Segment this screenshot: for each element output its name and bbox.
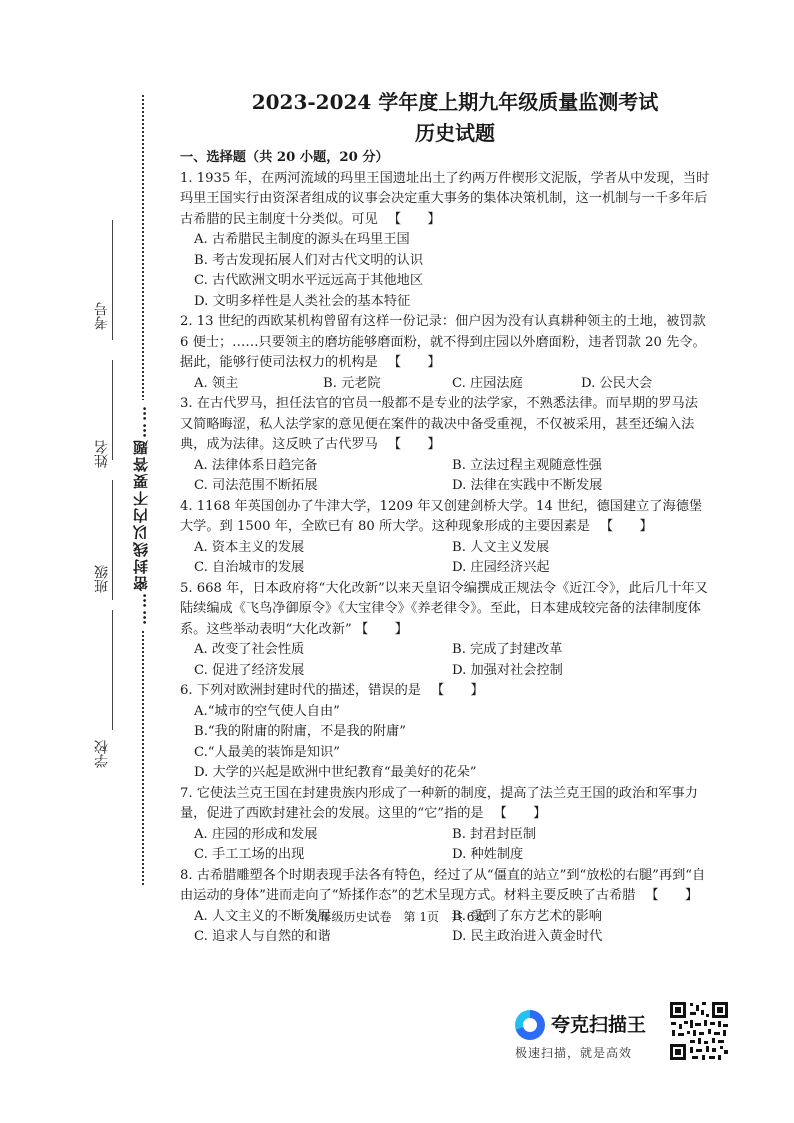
option-a: A. 领主 [194, 375, 239, 391]
option-d: D. 民主政治进入黄金时代 [452, 929, 603, 944]
xingming-label: 姓名 [94, 440, 110, 468]
answer-bracket: 【 】 [387, 355, 441, 370]
options-row [180, 456, 710, 477]
option-b: B.“我的附庸的附庸，不是我的附庸” [194, 724, 406, 739]
option-b: B. 立法过程主观随意性强 [452, 457, 602, 473]
option-d: D. 加强对社会控制 [452, 662, 563, 678]
options-row [180, 845, 710, 866]
question-8 [180, 866, 710, 948]
option-c: C. 庄园法庭 [452, 375, 523, 391]
scanner-logo-icon [515, 1010, 545, 1040]
answer-bracket: 【 】 [387, 211, 441, 227]
options-row [180, 825, 710, 846]
option-d: D. 公民大会 [581, 375, 653, 391]
kaohao-label: 考号 [94, 302, 110, 330]
kaohao-underline [112, 220, 113, 340]
options-row [180, 374, 710, 395]
section-heading: 一、选择题（共 20 小题，20 分） [180, 150, 389, 165]
question-2 [180, 312, 710, 394]
options-row [180, 538, 710, 559]
xingming-underline [112, 360, 113, 460]
option-a: A. 改变了社会性质 [194, 642, 305, 657]
question-stem: 8. 古希腊雕塑各个时期表现手法各有特色，经过了从“僵直的站立”到“放松的右腿”再到“自由运动的身体”进而走向了“矫揉作态”的艺术呈现方式。材料主要反映了古希腊 【 】 [180, 867, 706, 903]
exam-title: 2023-2024 学年度上期九年级质量监测考试 [251, 90, 659, 114]
option-d: D. 庄园经济兴起 [452, 560, 550, 575]
question-7 [180, 784, 710, 866]
question-1 [180, 169, 710, 313]
question-4 [180, 497, 710, 579]
page-footer: 九年级历史试卷 第 1页 共 6页 [307, 910, 487, 924]
option-a: A.“城市的空气使人自由” [194, 703, 340, 719]
answer-bracket: 【 】 [430, 683, 484, 698]
option-c: C. 追求人与自然的和谐 [194, 929, 331, 944]
question-stem: 2. 13 世纪的西欧某机构曾留有这样一份记录：佃户因为没有认真耕种领主的土地，被罚款 6 便士；……只要领主的磨坊能够磨面粉，就不得到庄园以外磨面粉，违者罚款 20 先令。据此，能够行使司法权力的机构是 【 】 [180, 314, 706, 370]
option-a: A. 人文主义的不断发展 [194, 908, 331, 924]
options-row [180, 476, 710, 497]
option-b: B. 考古发现拓展人们对古代文明的认识 [194, 252, 424, 268]
option-c: C. 手工工场的出现 [194, 847, 305, 862]
option-a: A. 法律体系日趋完备 [194, 457, 318, 473]
option-c: C.“人最美的装饰是知识” [194, 744, 340, 760]
question-stem: 6. 下列对欧洲封建时代的描述，错误的是 【 】 [180, 683, 484, 698]
answer-bracket: 【 】 [645, 888, 699, 903]
question-3 [180, 394, 710, 497]
option-d: D. 文明多样性是人类社会的基本特征 [194, 293, 411, 309]
option-c: C. 促进了经济发展 [194, 662, 305, 678]
scanner-slogan: 极速扫描，就是高效 [515, 1046, 633, 1060]
scanner-watermark [515, 1008, 665, 1068]
xuexiao-underline [112, 610, 113, 730]
options-row [180, 661, 710, 682]
option-c: C. 自治城市的发展 [194, 560, 305, 575]
question-stem: 3. 在古代罗马，担任法官的官员一般都不是专业的法学家，不熟悉法律。而早期的罗马法又简略晦涩，私人法学家的意见便在案件的裁决中备受重视，不仅被采用，甚至还编入法典，成为法律。这反映了古代罗马 【 】 [180, 396, 698, 452]
option-a: A. 古希腊民主制度的源头在玛里王国 [194, 232, 410, 247]
option-d: D. 种姓制度 [452, 847, 524, 862]
question-stem: 1. 1935 年，在两河流域的玛里王国遗址出土了约两万件楔形文泥版，学者从中发现，当时玛里王国实行由资深者组成的议事会决定重大事务的集体决策机制，这一机制与一千多年后古希腊的民主制度十分类似。可见 【 】 [180, 170, 710, 227]
seal-notice: ……密封线以内不要答题…… [130, 400, 151, 629]
option-a: A. 资本主义的发展 [194, 539, 305, 555]
option-b: B. 受到了东方艺术的影响 [452, 908, 602, 924]
option-c: C. 司法范围不断拓展 [194, 478, 318, 493]
question-6 [180, 681, 710, 784]
question-stem: 7. 它使法兰克王国在封建贵族内形成了一种新的制度，提高了法兰克王国的政治和军事力量，促进了西欧封建社会的发展。这里的“它”指的是 【 】 [180, 785, 698, 821]
option-d: D. 大学的兴起是欧洲中世纪教育“最美好的花朵” [194, 765, 477, 780]
options-row [180, 640, 710, 661]
option-a: A. 庄园的形成和发展 [194, 826, 318, 842]
scanner-name: 夸克扫描王 [551, 1014, 647, 1036]
binding-margin [0, 0, 170, 900]
options-row [180, 558, 710, 579]
answer-bracket: 【 】 [387, 437, 441, 452]
answer-bracket: 【 】 [599, 519, 653, 534]
option-b: B. 完成了封建改革 [452, 642, 563, 657]
banji-label: 班级 [94, 565, 110, 593]
question-stem: 5. 668 年，日本政府将“大化改新”以来天皇诏令编撰成正规法令《近江令》，此后几十年又陆续编成《飞鸟净御原令》《大宝律令》《养老律令》。至此，日本建成较完备的法律制度体系。这些举动表明“大化改新” 【 】 [180, 580, 708, 637]
option-b: B. 人文主义发展 [452, 539, 550, 555]
exam-subtitle: 历史试题 [415, 121, 495, 145]
option-c: C. 古代欧洲文明水平远远高于其他地区 [194, 273, 424, 288]
qr-code-icon [668, 1000, 730, 1062]
banji-underline [112, 480, 113, 600]
option-b: B. 封君封臣制 [452, 826, 537, 842]
answer-bracket: 【 】 [493, 806, 547, 821]
answer-bracket: 【 】 [361, 621, 408, 637]
exam-content [180, 148, 710, 948]
option-d: D. 法律在实践中不断发展 [452, 478, 603, 493]
options-row [180, 927, 710, 948]
question-5 [180, 579, 710, 682]
question-stem: 4. 1168 年英国创办了牛津大学，1209 年又创建剑桥大学。14 世纪，德国建立了海德堡大学。到 1500 年，全欧已有 80 所大学。这种现象形成的主要因素是 【 】 [180, 498, 703, 534]
xuexiao-label: 学校 [94, 740, 110, 768]
option-b: B. 元老院 [323, 375, 381, 391]
